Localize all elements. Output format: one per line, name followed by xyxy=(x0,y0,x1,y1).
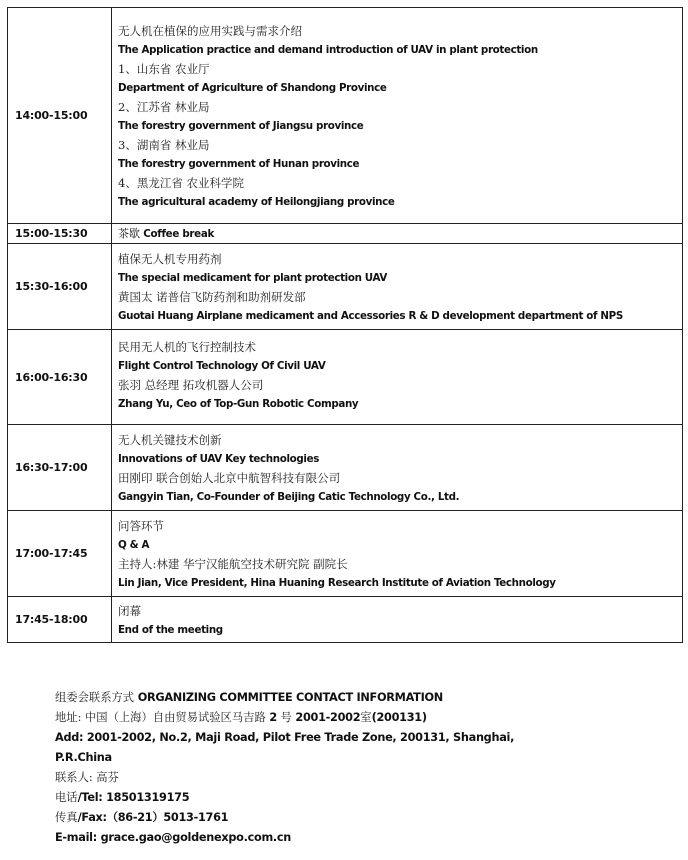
session-row xyxy=(8,330,683,425)
address-zh: 地址: 中国（上海）自由贸易试验区马吉路 2 号 2001-2002室(200131) xyxy=(55,711,427,724)
break-en: Coffee break xyxy=(143,228,215,240)
session-time: 15:00-15:30 xyxy=(8,224,112,244)
topic-en: Flight Control Technology Of Civil UAV xyxy=(118,359,326,372)
session-content xyxy=(112,511,683,597)
fax: 传真/Fax:（86-21）5013-1761 xyxy=(55,811,229,824)
session-time: 14:00-15:00 xyxy=(8,8,112,224)
speaker-en: Zhang Yu, Ceo of Top-Gun Robotic Company xyxy=(118,397,359,410)
topic-zh: 植保无人机专用药剂 xyxy=(118,252,222,266)
topic-en: Innovations of UAV Key technologies xyxy=(118,453,319,465)
topic-en: Q & A xyxy=(118,539,150,551)
speaker-zh: 2、江苏省 林业局 xyxy=(118,100,210,114)
speaker-en: Lin Jian, Vice President, Hina Huaning Research Institute of Aviation Technology xyxy=(118,577,556,589)
speaker-en: Guotai Huang Airplane medicament and Accessories R & D development department of NPS xyxy=(118,310,623,322)
speaker-en: The forestry government of Hunan province xyxy=(118,158,360,170)
speaker-en: The forestry government of Jiangsu province xyxy=(118,120,364,132)
session-content xyxy=(112,425,683,511)
session-time: 15:30-16:00 xyxy=(8,244,112,330)
session-time: 16:00-16:30 xyxy=(8,330,112,425)
session-content xyxy=(112,224,683,244)
session-row xyxy=(8,8,683,224)
break-zh: 茶歇 xyxy=(118,227,140,240)
session-row xyxy=(8,511,683,597)
topic-en: The Application practice and demand introduction of UAV in plant protection xyxy=(118,44,538,56)
session-time: 17:45-18:00 xyxy=(8,597,112,643)
speaker-zh: 田刚印 联合创始人北京中航智科技有限公司 xyxy=(118,471,341,485)
address-en-line-2: P.R.China xyxy=(55,751,112,764)
speaker-zh: 3、湖南省 林业局 xyxy=(118,138,210,152)
speaker-en: Department of Agriculture of Shandong Province xyxy=(118,82,387,94)
session-row xyxy=(8,425,683,511)
topic-en: End of the meeting xyxy=(118,624,223,636)
agenda-table xyxy=(7,7,683,643)
speaker-zh: 主持人:林建 华宁汉能航空技术研究院 副院长 xyxy=(118,557,348,571)
contact-title-en: ORGANIZING COMMITTEE CONTACT INFORMATION xyxy=(137,691,443,704)
topic-zh: 无人机关键技术创新 xyxy=(118,433,222,447)
speaker-zh: 张羽 总经理 拓攻机器人公司 xyxy=(118,377,264,392)
session-row xyxy=(8,597,683,643)
contact-person: 联系人: 高芬 xyxy=(55,771,119,784)
contact-info xyxy=(55,688,514,848)
session-row xyxy=(8,224,683,244)
session-time: 17:00-17:45 xyxy=(8,511,112,597)
session-content xyxy=(112,244,683,330)
speaker-en: Gangyin Tian, Co-Founder of Beijing Catic Technology Co., Ltd. xyxy=(118,491,460,503)
speaker-en: The agricultural academy of Heilongjiang province xyxy=(118,196,395,208)
session-time: 16:30-17:00 xyxy=(8,425,112,511)
session-content xyxy=(112,597,683,643)
topic-zh: 民用无人机的飞行控制技术 xyxy=(118,339,256,354)
speaker-zh: 1、山东省 农业厅 xyxy=(118,62,210,76)
address-en-line-1: Add: 2001-2002, No.2, Maji Road, Pilot Free Trade Zone, 200131, Shanghai, xyxy=(55,731,515,744)
email-address: E-mail: grace.gao@goldenexpo.com.cn xyxy=(55,831,292,844)
session-row xyxy=(8,244,683,330)
topic-zh: 问答环节 xyxy=(118,519,164,533)
topic-zh: 闭幕 xyxy=(118,604,141,618)
session-content xyxy=(112,8,683,224)
contact-title-zh: 组委会联系方式 xyxy=(55,691,135,704)
speaker-zh: 黄国太 诺普信飞防药剂和助剂研发部 xyxy=(118,290,306,304)
speaker-zh: 4、黑龙江省 农业科学院 xyxy=(118,176,244,190)
session-content xyxy=(112,330,683,425)
topic-zh: 无人机在植保的应用实践与需求介绍 xyxy=(118,24,302,38)
topic-en: The special medicament for plant protection UAV xyxy=(118,272,388,284)
telephone: 电话/Tel: 18501319175 xyxy=(55,791,190,804)
contact-title xyxy=(55,688,514,708)
